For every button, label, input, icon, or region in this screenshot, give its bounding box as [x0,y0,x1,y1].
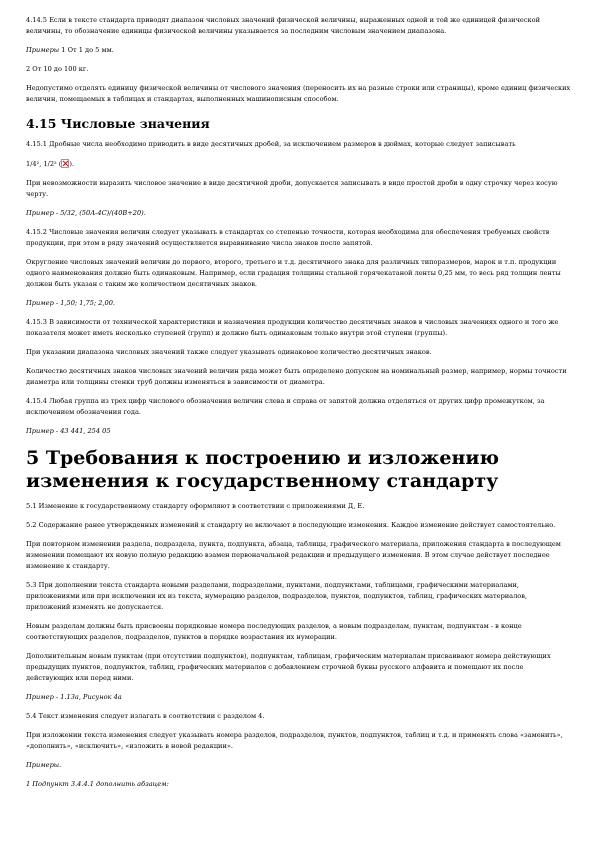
paragraph-5-2: 5.2 Содержание ранее утвержденных изменений к стандарту не включают в последующие изменения. Каждое изменение действует самостоятельно. [26,521,556,529]
broken-image-icon [61,159,69,168]
paragraph-5-1: 5.1 Изменение к государственному стандарту оформляют в соответствии с приложениями Д, Е. [26,502,365,510]
example-4-15-4: Пример - 43 441, 254 05 [26,427,111,435]
paragraph-5-4: 5.4 Текст изменения следует излагать в соответствии с разделом 4. [26,712,265,720]
paragraph-5-3: 5.3 При дополнении текста стандарта новыми разделами, подразделами, пунктами, подпунктами, таблицами, графическими материалами, приложениями или при исключении их из текста, нумерацию разделов, подразделов, пунктов, подпунктов, таблиц, графических материалов, приложений изменять не допускается. [26,581,528,611]
example-1: 1 От 1 до 5 мм. [61,46,114,54]
paragraph-new-sections: Новым разделам должны быть присвоены порядковые номера последующих разделов, а новым подразделам, пунктам, подпунктам - в конце соответствующих разделов, подразделов, пунктов в порядке возрастания их нумерации. [26,622,522,641]
paragraph-fraction-note: При невозможности выразить числовое значение в виде десятичной дроби, допускается записывать в виде простой дроби в одну строчку через косую черту. [26,179,558,198]
heading-5: 5 Требования к построению и изложению изменения к государственному стандарту [26,447,500,492]
paragraph-4-15-3: 4.15.3 В зависимости от технической характеристики и назначения продукции количество десятичных знаков в числовых значениях одного и того же показателя может иметь несколько ступеней (групп) и должно быть одинаковым только внутри этой ступени (группы). [26,318,559,337]
examples-4-14-5-line1 [26,45,571,56]
paragraph-additional: Дополнительным новым пунктам (при отсутствии подпунктов), подпунктам, таблицам, графическим материалам присваивают номера действующих предыдущих пунктов, подпунктов, таблиц, графических материалов с добавлением строчной буквы русского алфавита и помещают их после действующих или перед ними. [26,652,551,682]
example-4-15-1: Пример - 5/32, (50А-4С)/(40В+20). [26,209,146,217]
paragraph-rounding: Округление числовых значений величин до первого, второго, третьего и т.д. десятичного знака для различных типоразмеров, марок и т.п. продукции одного наименования должно быть одинаковым. Например, если градация толщины стальной горячекатаной ленты 0,25 мм, то весь ряд толщин ленты должен быть указан с таким же количеством десятичных знаков. [26,258,561,288]
paragraph-repeat: При повторном изменении раздела, подраздела, пункта, подпункта, абзаца, таблицы, графического материала, приложения стандарта в последующем изменении помещают их новую полную редакцию взамен первоначальной редакции и предыдущего изменения. В этом случае действует последнее изменение к стандарту. [26,540,561,570]
paragraph-nominal: Количество десятичных знаков числовых значений величин ряда может быть определено допуском на номинальный размер, например, нормы точности диаметра или толщины стенки труб должны изменяться в зависимости от диаметра. [26,367,567,386]
example-5-3: Пример - 1.13а, Рисунок 4а [26,693,122,701]
example-4-15-2: Пример - 1,50; 1,75; 2,00. [26,299,116,307]
paragraph-4-15-2: 4.15.2 Числовые значения величин следует указывать в стандартах со степенью точности, которая необходима для обеспечения требуемых свойств продукции, при этом в ряду значений осуществляется выравнивание числа знаков после запятой. [26,228,550,247]
fraction-text: 1/4², 1/2² ( [26,160,62,168]
examples-label: Примеры [26,46,60,54]
paragraph-wording: При изложении текста изменения следует указывать номера разделов, подразделов, пунктов, подпунктов, таблиц и т.д. и применять слова «заменить», «дополнить», «исключить», «изложить в новой редакции». [26,731,563,750]
example-2: 2 От 10 до 100 кг. [26,65,89,73]
paragraph-4-14-5: 4.14.5 Если в тексте стандарта приводят диапазон числовых значений физической величины, выраженных одной и той же единицей физической величины, то обозначение единицы физической величины указывается за последним числовым значением диапазона. [26,16,541,35]
heading-4-15: 4.15 Числовые значения [26,116,210,131]
example-5-4-1: 1 Подпункт 3.4.4.1 дополнить абзацем: [26,780,169,788]
fraction-text-after: ). [69,160,75,168]
paragraph-4-15-4: 4.15.4 Любая группа из трех цифр числового обозначения величин слева и справа от запятой должна отделяться от других цифр промежутком, за исключением обозначения года. [26,397,545,416]
paragraph-range-decimals: При указании диапазона числовых значений также следует указывать одинаковое количество десятичных знаков. [26,348,432,356]
examples-5-4-label: Примеры. [26,761,62,769]
paragraph-no-split: Недопустимо отделять единицу физической величины от числового значения (переносить их на разные строки или страницы), кроме единиц физических величин, помещаемых в таблицах и стандартах, выполненных машинописным способом. [26,84,571,103]
document-page [26,6,571,790]
paragraph-4-15-1: 4.15.1 Дробные числа необходимо приводить в виде десятичных дробей, за исключением размеров в дюймах, которые следует записывать [26,140,516,148]
fraction-line [26,159,571,170]
